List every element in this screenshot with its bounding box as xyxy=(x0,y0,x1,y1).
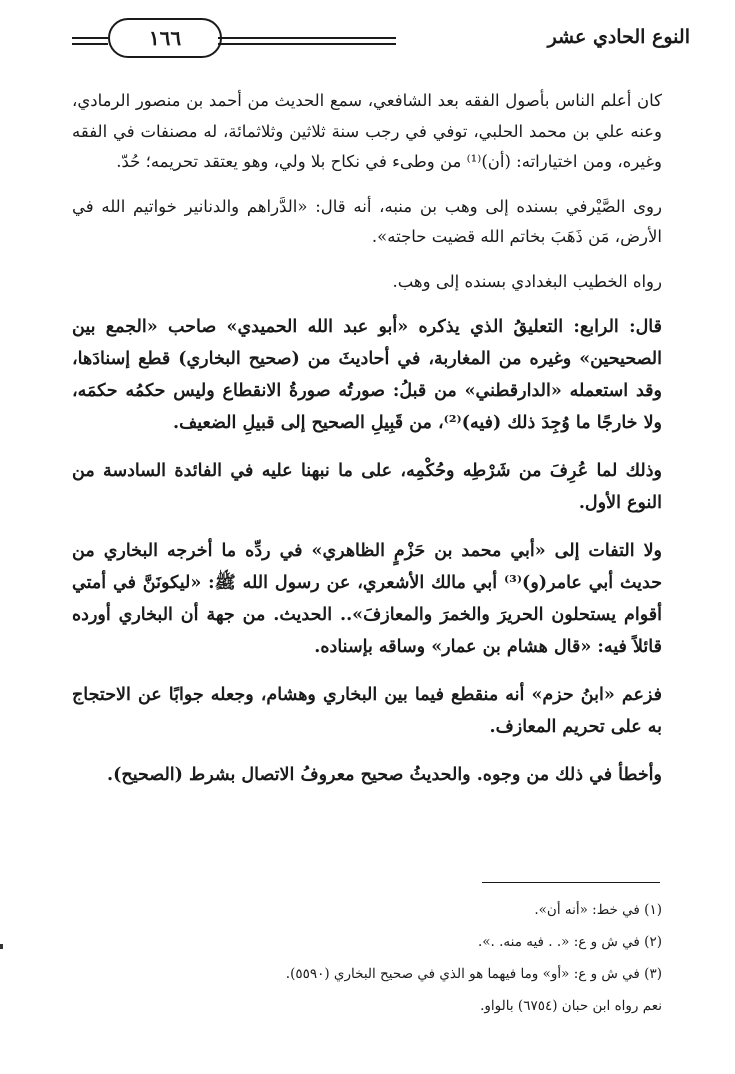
paragraph-5: وذلك لما عُرِفَ من شَرْطِه وحُكْمِه، على ما نبهنا عليه في الفائدة السادسة من النوع الأول. xyxy=(72,461,662,513)
footnote-1: (١) في خط: «أنه أن». xyxy=(534,902,662,918)
paragraph-1: كان أعلم الناس بأصول الفقه بعد الشافعي، سمع الحديث من أحمد بن منصور الرمادي، وعنه علي بن محمد الحلبي، توفي في رجب سنة ثلاثين وثلاثمائة، له مصنفات في الفقه وغيره، ومن اختياراته: (أن)⁽¹⁾ من وطىء في نكاح بلا ولي، وهو يعتقد تحريمه؛ حُدّ. xyxy=(72,91,662,171)
scan-mark xyxy=(0,944,3,949)
main-section xyxy=(72,311,662,791)
paragraph-7: فزعم «ابنُ حزم» أنه منقطع فيما بين البخاري وهشام، وجعله جوابًا عن الاحتجاج به على تحريم المعازف. xyxy=(72,685,662,737)
header-rule-middle xyxy=(218,37,278,45)
page-number: ١٦٦ xyxy=(108,18,222,58)
footnotes xyxy=(72,900,662,1028)
paragraph-6: ولا التفات إلى «أبي محمد بن حَزْمٍ الظاهري» في ردِّه ما أخرجه البخاري من حديث أبي عامر(و)⁽³⁾ أبي مالك الأشعري، عن رسول الله ﷺ: «ليكونَنَّ في أمتي أقوام يستحلون الحريرَ والخمرَ والمعازفَ».. الحديث. من جهة أن البخاري أورده قائلاً فيه: «قال هشام بن عمار» وساقه بإسناده. xyxy=(72,541,663,657)
chapter-title: النوع الحادي عشر xyxy=(547,26,690,48)
paragraph-3: رواه الخطيب البغدادي بسنده إلى وهب. xyxy=(392,271,662,291)
paragraph-4: قال: الرابع: التعليقُ الذي يذكره «أبو عبد الله الحميدي» صاحب «الجمع بين الصحيحين» وغيره من المغاربة، في أحاديثَ من (صحيح البخاري) قطع إسنادَها، وقد استعمله «الدارقطني» من قبلُ: صورتُه صورةُ الانقطاع وليس حكمُه حكمَه، ولا خارجًا ما وُجِدَ ذلك (فيه)⁽²⁾، من قَبِيلِ الصحيح إلى قبيلِ الضعيف. xyxy=(72,317,662,433)
main-text xyxy=(72,86,662,807)
paragraph-2: روى الصَّيْرفي بسنده إلى وهب بن منبه، أنه قال: «الدَّراهم والدنانير خواتيم الله في الأرض، مَن ذَهَبَ بخاتم الله قضيت حاجته». xyxy=(72,196,662,246)
footnote-3-continuation: نعم رواه ابن حبان (٦٧٥٤) بالواو. xyxy=(480,998,662,1014)
footnote-divider xyxy=(482,882,660,883)
page-header xyxy=(50,16,690,60)
footnote-3: (٣) في ش و ع: «أو» وما فيهما هو الذي في صحيح البخاري (٥٥٩٠). xyxy=(285,966,662,982)
footnote-2: (٢) في ش و ع: «. . فيه منه. .». xyxy=(477,934,662,950)
commentary-section xyxy=(72,86,662,297)
header-rule-right xyxy=(278,37,396,45)
header-rule-left xyxy=(72,37,108,45)
paragraph-8: وأخطأ في ذلك من وجوه. والحديثُ صحيح معروفُ الاتصال بشرط (الصحيح). xyxy=(107,765,662,785)
